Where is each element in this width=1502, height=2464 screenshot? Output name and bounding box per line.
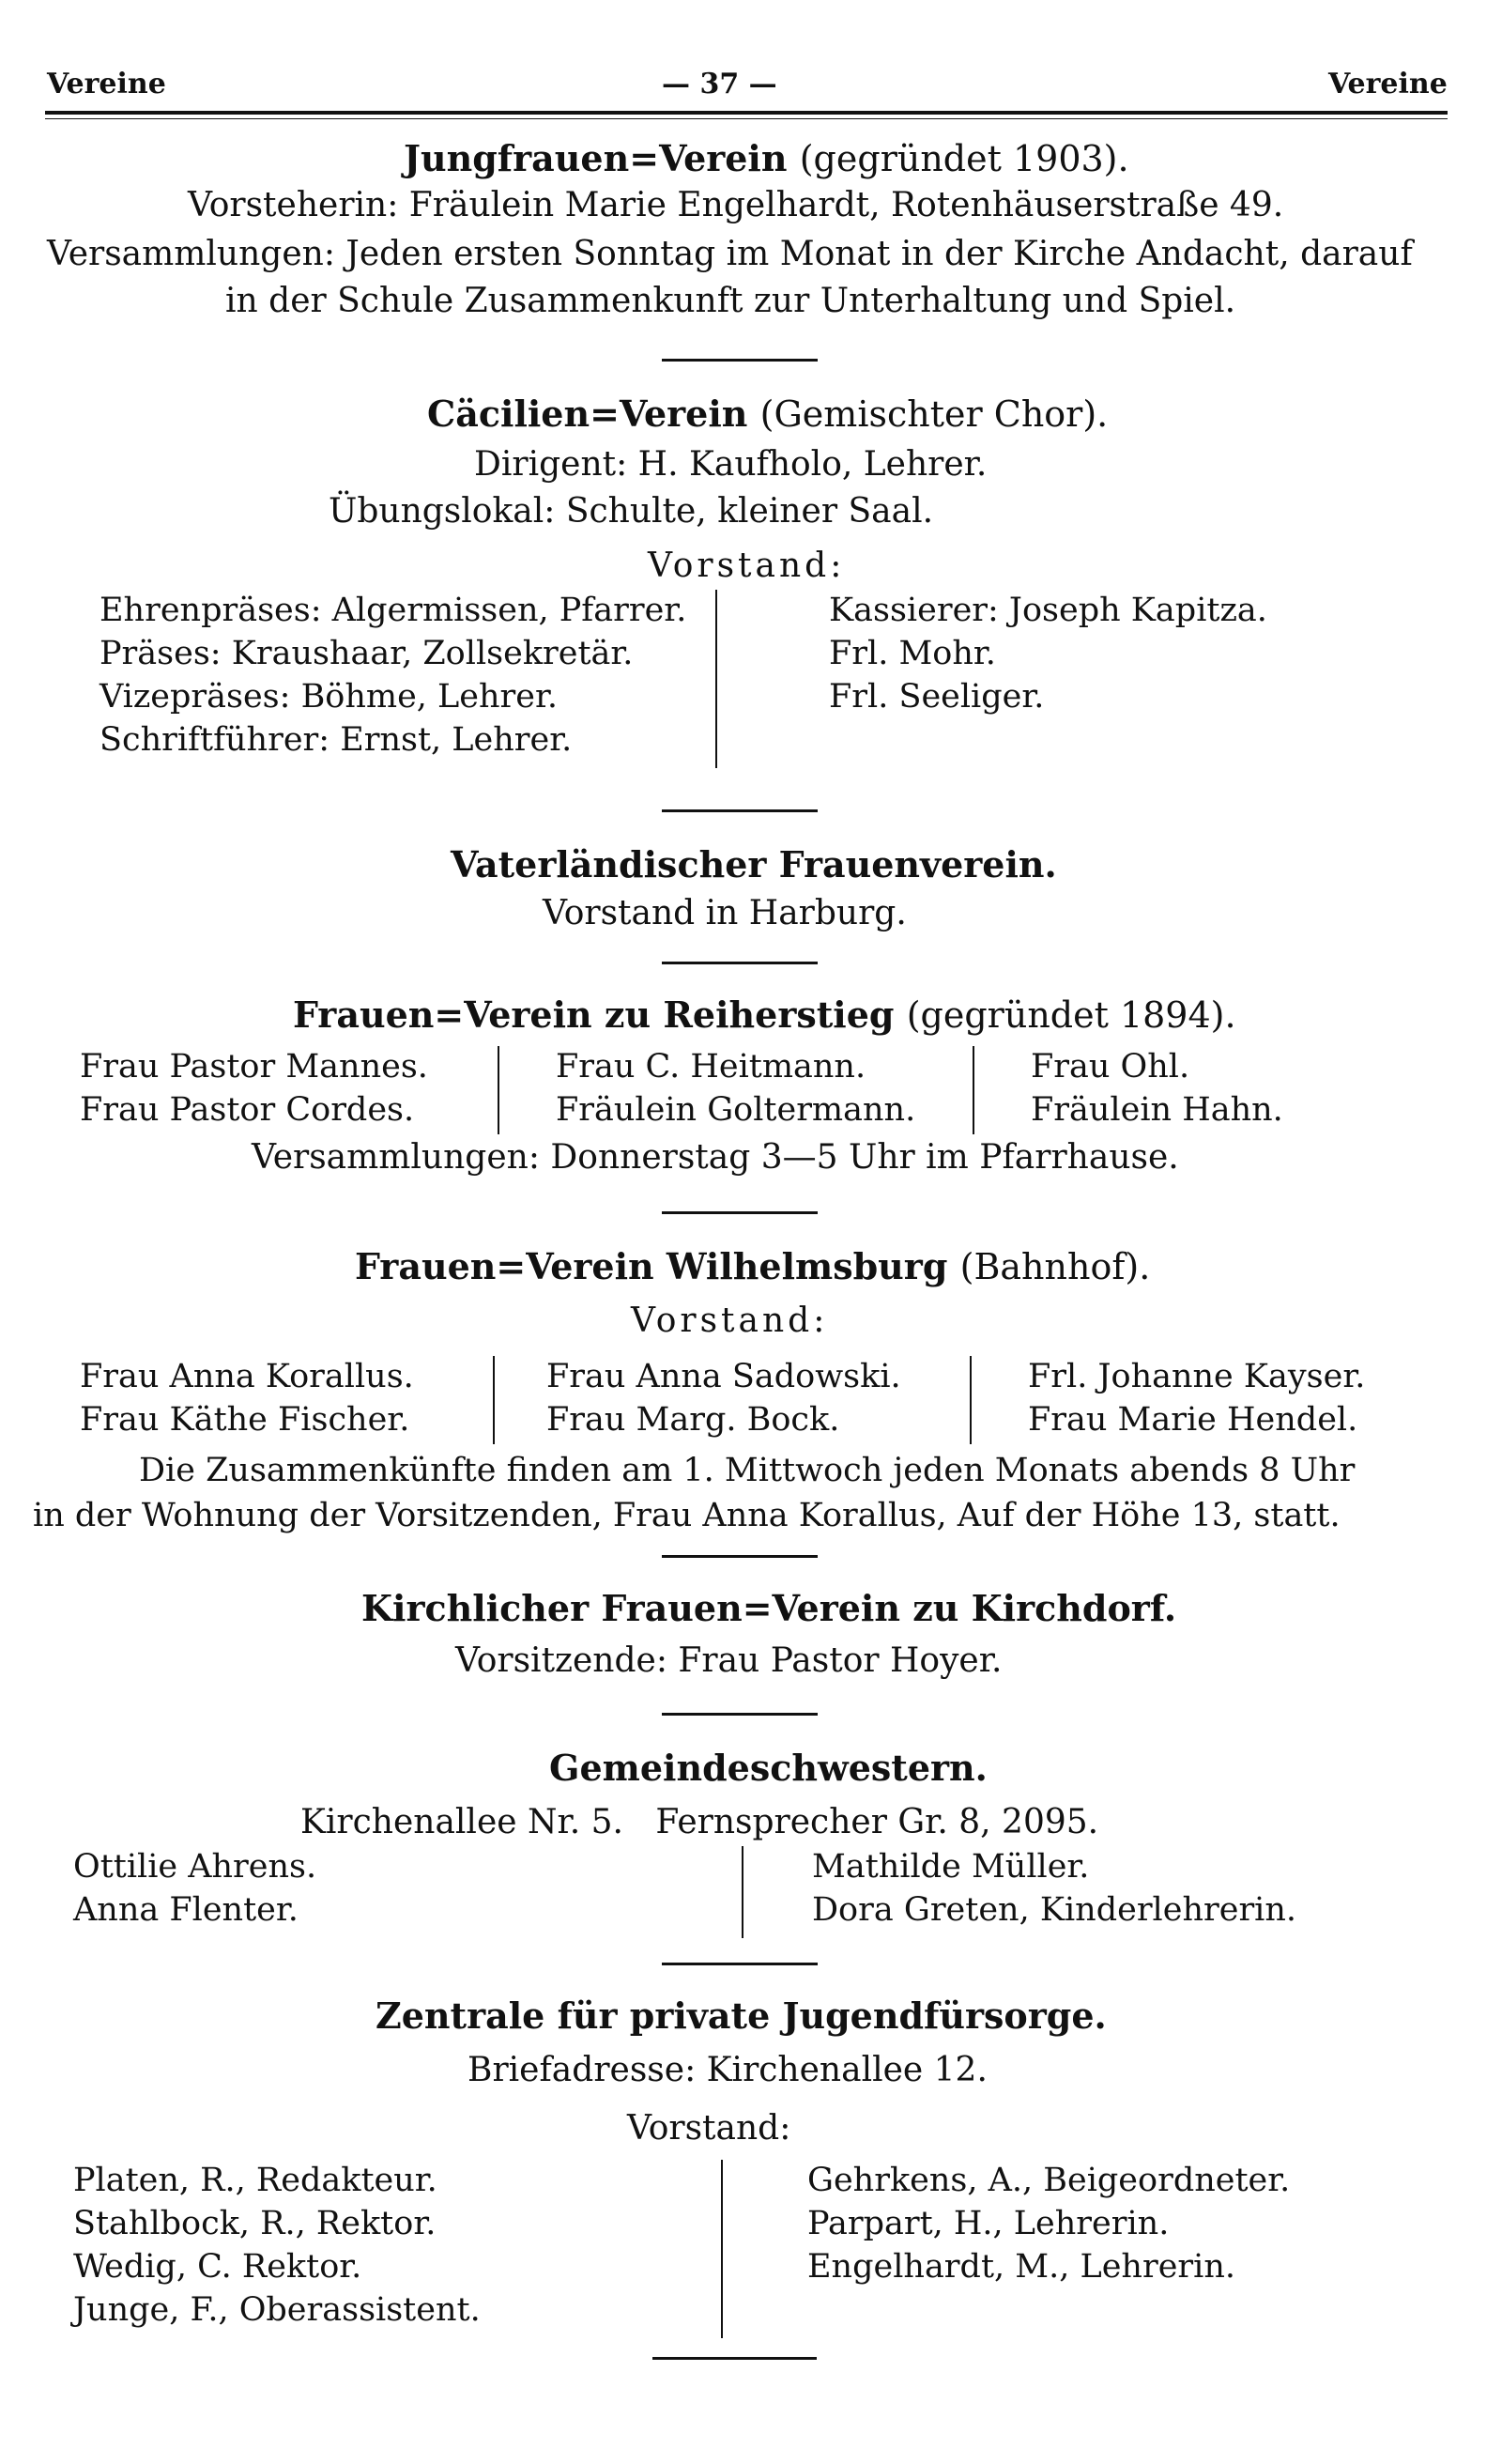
- wilhelmsburg-col1-1: Frau Anna Korallus.: [80, 1358, 414, 1395]
- section-divider: [662, 1963, 818, 1965]
- gemeindeschwestern-title: Gemeindeschwestern.: [549, 1747, 988, 1789]
- wilhelmsburg-col1-2: Frau Käthe Fischer.: [80, 1401, 410, 1439]
- caecilien-right-1: Kassierer: Joseph Kapitza.: [829, 592, 1267, 629]
- wilhelmsburg-line-2: in der Wohnung der Vorsitzenden, Frau Anna Korallus, Auf der Höhe 13, statt.: [33, 1497, 1341, 1534]
- reiherstieg-col1-1: Frau Pastor Mannes.: [80, 1048, 428, 1086]
- column-separator: [493, 1356, 495, 1444]
- gemeindeschwestern-left-2: Anna Flenter.: [73, 1891, 299, 1929]
- caecilien-dirigent: Dirigent: H. Kaufholo, Lehrer.: [474, 445, 988, 484]
- wilhelmsburg-col2-1: Frau Anna Sadowski.: [546, 1358, 901, 1395]
- jugendfuersorge-right-2: Parpart, H., Lehrerin.: [807, 2205, 1170, 2242]
- reiherstieg-meetings: Versammlungen: Donnerstag 3—5 Uhr im Pfarrhause.: [252, 1138, 1179, 1177]
- gemeindeschwestern-right-2: Dora Greten, Kinderlehrerin.: [812, 1891, 1297, 1929]
- caecilien-title: [427, 393, 1108, 435]
- header-rule: [45, 111, 1448, 115]
- wilhelmsburg-col3-1: Frl. Johanne Kayser.: [1028, 1358, 1366, 1395]
- reiherstieg-title-text: Frauen=Verein zu Reiherstieg: [293, 993, 895, 1036]
- reiherstieg-founded: (gegründet 1894).: [906, 994, 1236, 1036]
- jugendfuersorge-title: Zentrale für private Jugendfürsorge.: [376, 1994, 1107, 2037]
- jugendfuersorge-right-3: Engelhardt, M., Lehrerin.: [807, 2248, 1236, 2286]
- jungfrauen-founded: (gegründet 1903).: [799, 138, 1129, 179]
- vaterlaendisch-line: Vorstand in Harburg.: [543, 894, 907, 932]
- caecilien-right-3: Frl. Seeliger.: [829, 678, 1045, 716]
- kirchdorf-line: Vorsitzende: Frau Pastor Hoyer.: [455, 1641, 1003, 1680]
- column-separator: [498, 1046, 499, 1134]
- kirchdorf-title: Kirchlicher Frauen=Verein zu Kirchdorf.: [361, 1587, 1177, 1629]
- column-separator: [973, 1046, 974, 1134]
- jungfrauen-title-text: Jungfrauen=Verein: [404, 137, 788, 179]
- gemeindeschwestern-right-1: Mathilde Müller.: [812, 1848, 1090, 1886]
- jugendfuersorge-left-1: Platen, R., Redakteur.: [73, 2162, 437, 2199]
- caecilien-left-4: Schriftführer: Ernst, Lehrer.: [100, 721, 573, 759]
- caecilien-vorstand: Vorstand:: [648, 547, 846, 585]
- jungfrauen-line-2: Versammlungen: Jeden ersten Sonntag im Monat in der Kirche Andacht, darauf: [47, 235, 1413, 273]
- column-separator: [742, 1846, 743, 1938]
- wilhelmsburg-subtitle: (Bahnhof).: [959, 1246, 1151, 1287]
- caecilien-left-3: Vizepräses: Böhme, Lehrer.: [100, 678, 559, 716]
- section-divider: [662, 359, 818, 362]
- section-divider: [662, 1713, 818, 1716]
- column-separator: [715, 590, 717, 768]
- caecilien-title-text: Cäcilien=Verein: [427, 393, 748, 435]
- header-left: Vereine: [47, 68, 166, 100]
- jungfrauen-title: [404, 137, 1129, 179]
- jugendfuersorge-left-2: Stahlbock, R., Rektor.: [73, 2205, 437, 2242]
- caecilien-right-2: Frl. Mohr.: [829, 635, 996, 672]
- column-separator: [721, 2160, 723, 2338]
- jugendfuersorge-address: Briefadresse: Kirchenallee 12.: [467, 2051, 988, 2089]
- gemeindeschwestern-left-1: Ottilie Ahrens.: [73, 1848, 317, 1886]
- reiherstieg-col2-2: Fräulein Goltermann.: [556, 1091, 916, 1129]
- wilhelmsburg-title-text: Frauen=Verein Wilhelmsburg: [355, 1245, 948, 1287]
- caecilien-subtitle: (Gemischter Chor).: [759, 393, 1109, 435]
- caecilien-left-2: Präses: Kraushaar, Zollsekretär.: [100, 635, 634, 672]
- page-number: — 37 —: [662, 68, 777, 100]
- jugendfuersorge-left-3: Wedig, C. Rektor.: [73, 2248, 362, 2286]
- jungfrauen-line-1: Vorsteherin: Fräulein Marie Engelhardt, Rotenhäuserstraße 49.: [188, 186, 1284, 224]
- header-right: Vereine: [1328, 68, 1448, 100]
- reiherstieg-col3-1: Frau Ohl.: [1031, 1048, 1190, 1086]
- jugendfuersorge-right-1: Gehrkens, A., Beigeordneter.: [807, 2162, 1291, 2199]
- jugendfuersorge-vorstand: Vorstand:: [627, 2109, 791, 2148]
- section-divider: [662, 962, 818, 964]
- wilhelmsburg-col2-2: Frau Marg. Bock.: [546, 1401, 840, 1439]
- reiherstieg-col2-1: Frau C. Heitmann.: [556, 1048, 866, 1086]
- caecilien-lokal: Übungslokal: Schulte, kleiner Saal.: [329, 492, 934, 531]
- reiherstieg-col1-2: Frau Pastor Cordes.: [80, 1091, 415, 1129]
- vaterlaendisch-title: Vaterländischer Frauenverein.: [451, 843, 1057, 886]
- wilhelmsburg-vorstand: Vorstand:: [631, 1301, 829, 1340]
- section-divider: [662, 1555, 818, 1558]
- header-rule-thin: [45, 118, 1448, 119]
- section-divider: [662, 1211, 818, 1214]
- wilhelmsburg-col3-2: Frau Marie Hendel.: [1028, 1401, 1358, 1439]
- caecilien-left-1: Ehrenpräses: Algermissen, Pfarrer.: [100, 592, 687, 629]
- section-divider: [662, 809, 818, 812]
- gemeindeschwestern-address: Kirchenallee Nr. 5. Fernsprecher Gr. 8, 2095.: [300, 1803, 1099, 1841]
- wilhelmsburg-title: [355, 1245, 1150, 1287]
- jungfrauen-line-3: in der Schule Zusammenkunft zur Unterhaltung und Spiel.: [225, 282, 1236, 320]
- jugendfuersorge-left-4: Junge, F., Oberassistent.: [73, 2291, 481, 2329]
- wilhelmsburg-line-1: Die Zusammenkünfte finden am 1. Mittwoch jeden Monats abends 8 Uhr: [139, 1452, 1356, 1489]
- reiherstieg-title: [293, 993, 1236, 1036]
- column-separator: [970, 1356, 972, 1444]
- section-divider: [652, 2357, 817, 2360]
- reiherstieg-col3-2: Fräulein Hahn.: [1031, 1091, 1283, 1129]
